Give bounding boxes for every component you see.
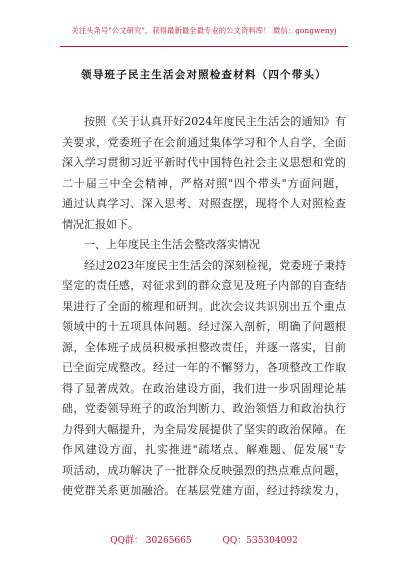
body-line: 得了显著成效。在政治建设方面，我们进一步巩固理论基	[62, 381, 346, 395]
body-line: 础，党委领导班子的政治判断力、政治领悟力和政治执行	[62, 402, 346, 415]
section-heading: 一、上年度民主生活会整改落实情况	[84, 238, 260, 251]
intro-line: 深入学习贯彻习近平新时代中国特色社会主义思想和党的	[62, 156, 346, 169]
document-title: 领导班子民主生活会对照检查材料（四个带头）	[81, 69, 327, 81]
header-divider	[60, 46, 348, 47]
body-line: 果进行了全面的梳理和研判。此次会议共识别出五个重点	[62, 299, 346, 313]
intro-line: 按照《关于认真开好2024年度民主生活会的通知》有	[84, 115, 346, 128]
body-line: 领域中的十五项具体问题。经过深入剖析，明确了问题根	[62, 320, 346, 333]
intro-line: 二十届三中全会精神，严格对照"四个带头"方面问题，	[62, 176, 346, 190]
body-line: 使党群关系更加融洽。在基层党建方面，经过持续发力，	[62, 484, 346, 497]
header-banner: 关注头条号"公文研究"，获得最新最全最专业的公文资料库！ 微信：gongwenyj	[71, 26, 337, 35]
body-line: 力得到大幅提升，为全局发展提供了坚实的政治保障。在	[62, 422, 346, 436]
body-line: 坚定的责任感，对征求到的群众意见及班子内部的自查结	[62, 279, 346, 292]
body-line: 经过2023年度民主生活会的深刻检视，党委班子秉持	[84, 258, 346, 272]
footer-qq: QQ：535304092	[222, 536, 298, 546]
intro-line: 通过认真学习、深入思考、对照查摆，现将个人对照检查	[62, 197, 346, 210]
body-line: 源，全体班子成员积极承担整改责任，并逐一落实，目前	[62, 340, 346, 354]
body-line: 项活动，成功解决了一批群众反映强烈的热点难点问题，	[62, 463, 346, 477]
intro-line: 关要求，党委班子在会前通过集体学习和个人自学，全面	[62, 135, 346, 149]
intro-line: 情况汇报如下。	[62, 217, 139, 231]
body-line: 已全面完成整改。经过一年的不懈努力，各项整改工作取	[62, 361, 346, 374]
footer-contact	[0, 533, 408, 546]
body-line: 作风建设方面，扎实推进"疏堵点、解难题、促发展"专	[62, 443, 346, 456]
footer-qq-group: QQ群： 30265665	[110, 536, 192, 546]
document-body	[62, 112, 346, 502]
